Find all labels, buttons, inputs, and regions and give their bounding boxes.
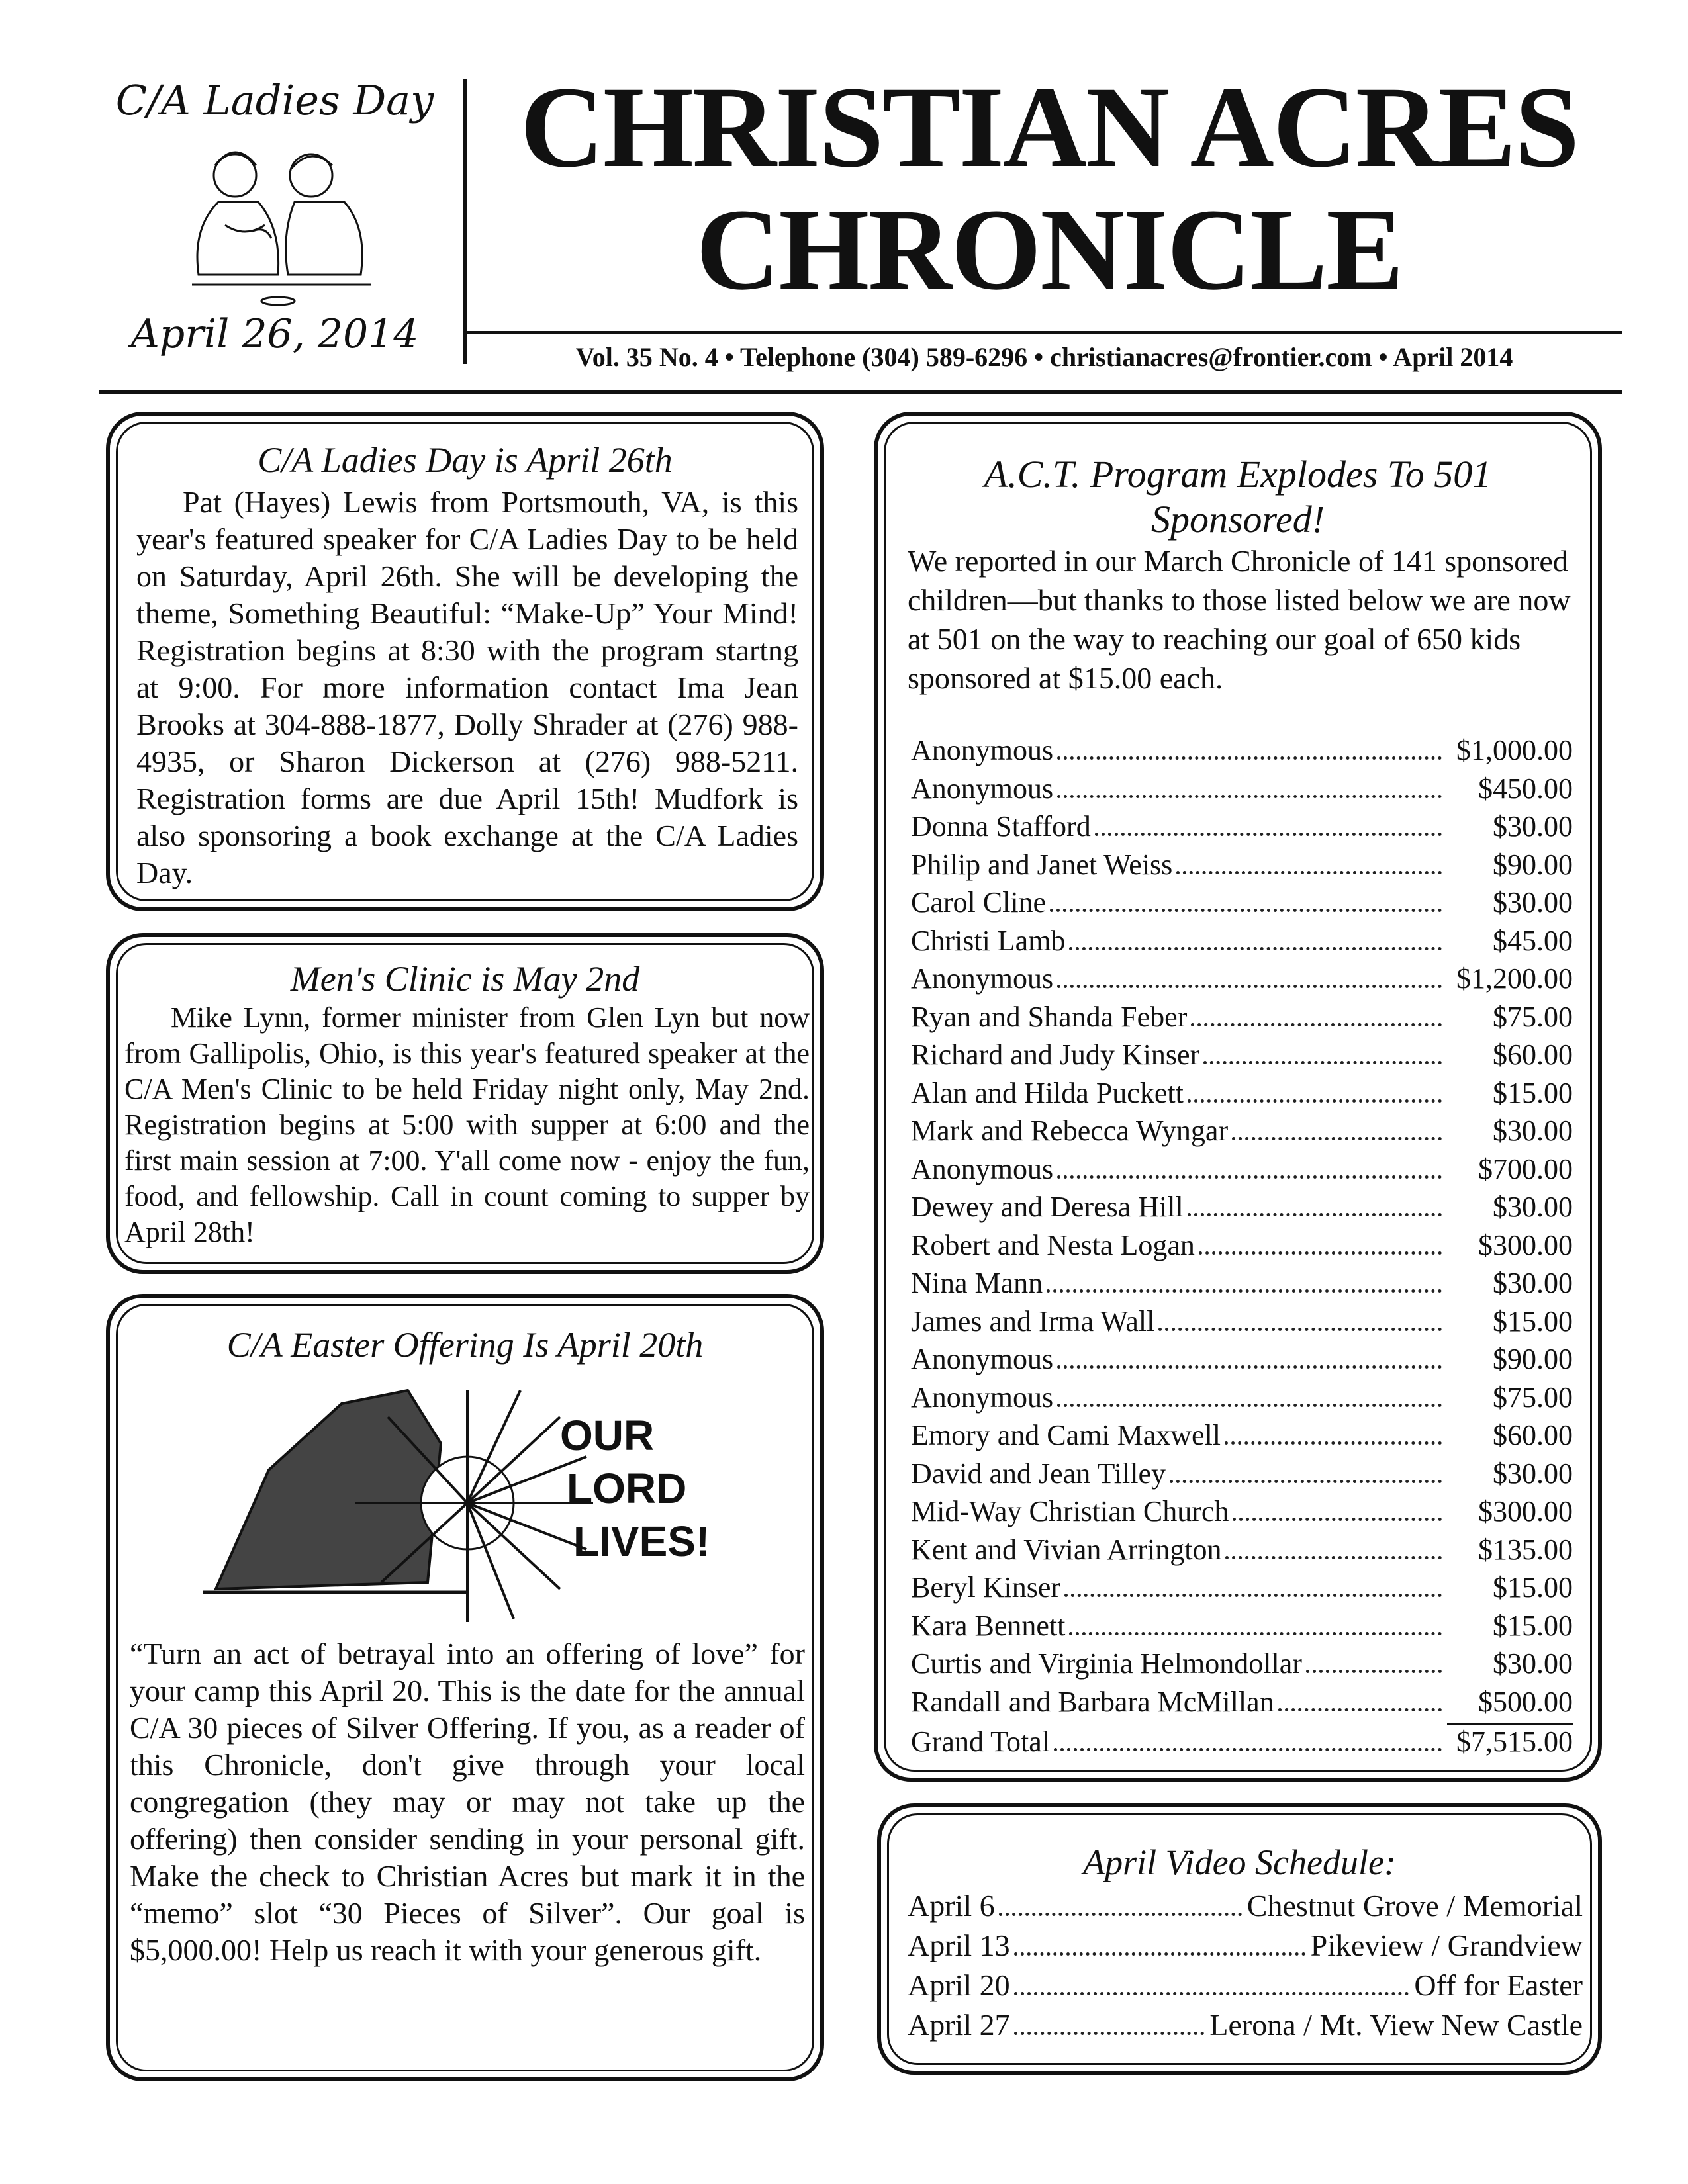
sponsor-amount: $30.00 [1493,1267,1573,1299]
sponsor-name: Robert and Nesta Logan [911,1228,1195,1261]
sponsor-amount: $30.00 [1493,810,1573,842]
sponsor-row [911,1190,1573,1228]
sponsor-amount: $15.00 [1493,1571,1573,1604]
sponsor-row [911,1609,1573,1647]
sponsor-row [911,1418,1573,1457]
our-lord-lives-text: OUR LORD LIVES! [560,1412,710,1565]
video-schedule-headline: April Video Schedule: [1083,1843,1396,1882]
sponsor-row [911,772,1573,810]
leader-dots [1191,1023,1442,1026]
sponsor-row [911,1000,1573,1038]
ladies-day-graphic [99,76,450,367]
leader-dots [1095,833,1442,836]
act-intro: We reported in our March Chronicle of 141 sponsored children—but thanks to those listed below we are now at 501 on the way to reaching our goal of 650 kids sponsored at $15.00 each. [908,544,1571,695]
sponsor-name: Anonymous [911,1152,1054,1185]
sponsor-name: Richard and Judy Kinser [911,1038,1200,1071]
sponsor-name: David and Jean Tilley [911,1457,1166,1490]
sponsor-amount: $45.00 [1493,924,1573,957]
sponsor-name: Anonymous [911,962,1054,995]
ladies-day-label: C/A Ladies Day [115,76,434,124]
sponsor-amount: $300.00 [1478,1495,1573,1527]
grand-total-label: Grand Total [911,1725,1050,1758]
sponsor-name: Christi Lamb [911,924,1066,957]
sponsor-name: James and Irma Wall [911,1304,1155,1338]
sponsor-row [911,1114,1573,1152]
sponsor-name: Carol Cline [911,886,1047,919]
video-schedule [877,1803,1602,2075]
video-date: April 27 [908,2008,1010,2042]
leader-dots [1014,1952,1305,1956]
sponsor-row [911,733,1573,772]
sponsor-row [911,1152,1573,1191]
sponsor-row [911,1570,1573,1609]
video-schedule-item [908,1928,1583,1968]
leader-dots [1057,1365,1442,1369]
issue-info: Vol. 35 No. 4 • Telephone (304) 589-6296 • christianacres@frontier.com • April 2014 [575,342,1513,372]
leader-dots [1057,985,1442,988]
sponsor-amount: $450.00 [1478,772,1573,805]
leader-dots [1064,1594,1442,1597]
video-date: April 6 [908,1889,995,1923]
sponsor-name: Kara Bennett [911,1609,1066,1642]
sponsor-name: Curtis and Virginia Helmondollar [911,1647,1302,1680]
sponsor-row [911,1266,1573,1304]
sponsor-amount: $500.00 [1478,1685,1573,1718]
ladies-day-article [106,412,824,911]
sponsor-row [911,1381,1573,1419]
sponsor-amount: $90.00 [1493,1343,1573,1375]
sponsor-amount: $90.00 [1493,848,1573,881]
leader-dots [1199,1251,1442,1255]
video-location: Lerona / Mt. View New Castle [1209,2008,1583,2042]
sponsor-row [911,962,1573,1000]
sponsor-amount: $1,000.00 [1456,734,1573,766]
grand-total-row [911,1723,1573,1761]
sponsor-amount: $30.00 [1493,1647,1573,1680]
leader-dots [1188,1099,1442,1103]
leader-dots [1014,1992,1409,1995]
easter-offering-article [106,1294,824,2081]
leader-dots [1203,1061,1442,1064]
sponsor-row [911,1228,1573,1267]
sponsor-amount: $75.00 [1493,1000,1573,1033]
sponsor-amount: $15.00 [1493,1304,1573,1338]
ladies-illustration [179,139,377,311]
sponsor-amount: $75.00 [1493,1381,1573,1414]
sponsor-name: Philip and Janet Weiss [911,848,1173,881]
sponsor-row [911,1685,1573,1723]
mens-clinic-body: Mike Lynn, former minister from Glen Lyn but now from Gallipolis, Ohio, is this year's featured speaker at the C/A Men's Clinic to be held Friday night only, May 2nd. Registration begins at 5:00 with supper at 6:00 and the first main session at 7:00. Y'all come now - enjoy the fun, food, and fellowship. Call in count coming to supper by April 28th! [124,1001,810,1248]
sponsor-name: Anonymous [911,772,1054,805]
leader-dots [1014,2032,1205,2035]
sponsor-name: Dewey and Deresa Hill [911,1191,1184,1223]
sponsor-amount: $700.00 [1478,1152,1573,1185]
act-headline: A.C.T. Program Explodes To 501 Sponsored! [984,453,1492,541]
sponsor-name: Beryl Kinser [911,1571,1061,1604]
leader-dots [1233,1518,1442,1521]
video-schedule-list [908,1888,1583,2047]
video-location: Pikeview / Grandview [1310,1929,1583,1962]
easter-headline: C/A Easter Offering Is April 20th [226,1325,704,1365]
sponsor-name: Anonymous [911,1381,1054,1414]
sponsor-amount: $15.00 [1493,1609,1573,1642]
leader-dots [1188,1213,1442,1216]
leader-dots [1069,947,1442,950]
sponsor-amount: $60.00 [1493,1038,1573,1071]
sponsor-name: Alan and Hilda Puckett [911,1076,1184,1109]
leader-dots [1225,1556,1442,1559]
sponsor-name: Anonymous [911,734,1054,766]
sponsor-row [911,1533,1573,1571]
sponsor-row [911,1038,1573,1076]
sponsor-row [911,1304,1573,1343]
masthead-rule [467,331,1622,334]
sponsor-row [911,1494,1573,1533]
sponsor-amount: $30.00 [1493,1457,1573,1490]
sponsor-name: Mark and Rebecca Wyngar [911,1115,1229,1147]
mens-clinic-article [106,933,824,1274]
sponsor-row [911,1342,1573,1381]
sponsor-amount: $135.00 [1478,1533,1573,1566]
sponsor-name: Mid-Way Christian Church [911,1495,1229,1527]
leader-dots [1047,1289,1442,1293]
leader-dots [1050,909,1442,912]
video-date: April 13 [908,1929,1010,1962]
sponsor-row [911,924,1573,962]
leader-dots [1057,756,1442,760]
sponsor-amount: $30.00 [1493,886,1573,919]
video-date: April 20 [908,1968,1010,2002]
newsletter-title-line2: CHRONICLE [696,185,1403,314]
sponsor-row [911,809,1573,848]
sponsor-name: Ryan and Shanda Feber [911,1000,1188,1033]
page-rule [99,390,1622,394]
leader-dots [1170,1480,1442,1483]
sponsor-row [911,886,1573,924]
grand-total-amount: $7,515.00 [1447,1723,1573,1758]
ladies-day-date: April 26, 2014 [130,311,419,357]
leader-dots [999,1913,1242,1916]
empty-tomb-graphic [189,1364,759,1629]
masthead-divider [463,79,467,364]
leader-dots [1057,1404,1442,1407]
leader-dots [1057,1175,1442,1179]
sponsor-amount: $15.00 [1493,1076,1573,1109]
sponsor-name: Emory and Cami Maxwell [911,1419,1221,1451]
video-schedule-item [908,2007,1583,2047]
leader-dots [1278,1708,1442,1711]
sponsor-amount: $30.00 [1493,1191,1573,1223]
sponsor-name: Anonymous [911,1343,1054,1375]
sponsor-row [911,1457,1573,1495]
sponsor-amount: $300.00 [1478,1228,1573,1261]
leader-dots [1225,1441,1442,1445]
sponsor-amount: $60.00 [1493,1419,1573,1451]
leader-dots [1057,795,1442,798]
sponsor-amount: $30.00 [1493,1115,1573,1147]
leader-dots [1306,1670,1442,1673]
sponsor-row [911,1076,1573,1115]
sponsor-name: Donna Stafford [911,810,1091,842]
mens-clinic-headline: Men's Clinic is May 2nd [290,959,640,999]
easter-body: “Turn an act of betrayal into an offering of love” for your camp this April 20. This is the date for the annual C/A 30 pieces of Silver Offering. If you, as a reader of this Chronicle, don't give through your local congregation (they may or may not take up the offering) then consider sending in your personal gift. Make the check to Christian Acres but mark it in the “memo” slot “30 Pieces of Silver”. Our goal is $5,000.00! Help us reach it with your generous gift. [130,1637,805,1967]
video-location: Off for Easter [1414,1968,1583,2002]
leader-dots [1176,871,1442,874]
ladies-day-body: Pat (Hayes) Lewis from Portsmouth, VA, is this year's featured speaker for C/A Ladies Day to be held on Saturday, April 26th. She will be developing the theme, Something Beautiful: “Make-Up” Your Mind! Registration begins at 8:30 with the program startng at 9:00. For more information contact Ima Jean Brooks at 304-888-1877, Dolly Shrader at (276) 988-4935, or Sharon Dickerson at (276) 988-5211. Registration forms are due April 15th! Mudfork is also sponsoring a book exchange at the C/A Ladies Day. [136,485,798,889]
sponsor-list [911,733,1573,1761]
act-program-article [874,412,1602,1782]
video-location: Chestnut Grove / Memorial [1246,1889,1583,1923]
sponsor-row [911,848,1573,886]
sponsor-name: Kent and Vivian Arrington [911,1533,1222,1566]
leader-dots [1054,1748,1442,1751]
leader-dots [1158,1328,1442,1331]
sponsor-name: Nina Mann [911,1267,1043,1299]
leader-dots [1232,1137,1442,1140]
ladies-day-headline: C/A Ladies Day is April 26th [258,440,673,480]
sponsor-amount: $1,200.00 [1456,962,1573,995]
sponsor-name: Randall and Barbara McMillan [911,1685,1274,1718]
video-schedule-item [908,1888,1583,1928]
video-schedule-item [908,1968,1583,2007]
leader-dots [1069,1632,1442,1635]
sponsor-row [911,1647,1573,1685]
newsletter-title: CHRISTIAN ACRES [520,63,1579,192]
